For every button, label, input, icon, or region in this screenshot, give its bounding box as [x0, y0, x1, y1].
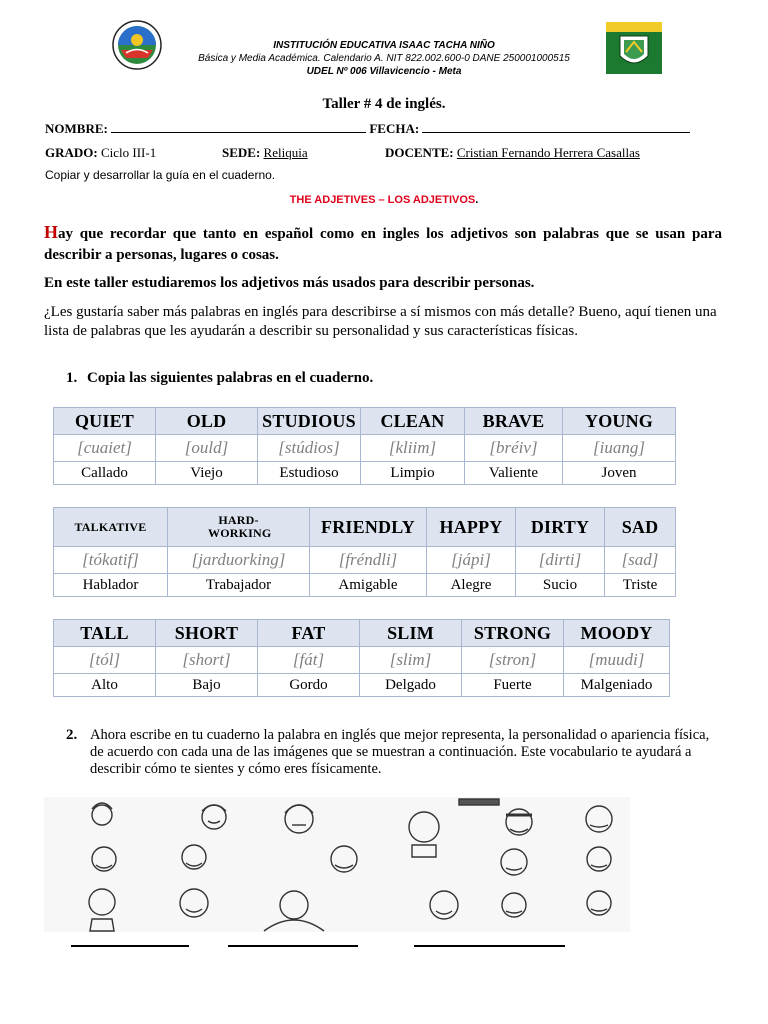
face-sketch	[587, 847, 611, 871]
word-cell: FAT	[258, 620, 360, 647]
word-cell: MOODY	[564, 620, 670, 647]
phonetic-cell: [fréndli]	[310, 547, 427, 574]
face-sketch	[430, 891, 458, 919]
answer-blank-3[interactable]	[414, 945, 565, 947]
translation-cell: Alegre	[427, 574, 516, 597]
phonetic-cell: [dirti]	[516, 547, 605, 574]
phonetic-cell: [stron]	[462, 647, 564, 674]
word-cell: DIRTY	[516, 508, 605, 547]
phonetic-cell: [short]	[156, 647, 258, 674]
step-2-text: Ahora escribe en tu cuaderno la palabra en inglés que mejor representa, la personalidad o apariencia física, de acuerdo con cada una de las imágenes que se muestran a continuación. Este vocabulario te ayudará a describir cómo te sientes y cómo eres físicamente.	[90, 727, 710, 777]
intro-text-1: ay que recordar que tanto en español como en ingles los adjetivos son palabras que se usan para describir a personas, lugares o cosas.	[44, 226, 722, 263]
step-1-number: 1.	[66, 370, 78, 386]
answer-blank-2[interactable]	[228, 945, 358, 947]
vocab-table-2	[53, 507, 676, 597]
face-sketch	[501, 849, 527, 875]
phonetic-cell: [slim]	[360, 647, 462, 674]
translation-cell: Triste	[605, 574, 676, 597]
section-title	[0, 194, 768, 206]
face-sketch	[285, 805, 313, 833]
vocab-table-1	[53, 407, 676, 485]
face-sketch	[506, 809, 532, 835]
word-cell: FRIENDLY	[310, 508, 427, 547]
translation-cell: Viejo	[156, 462, 258, 485]
phonetic-cell: [jarduorking]	[168, 547, 310, 574]
translation-cell: Sucio	[516, 574, 605, 597]
instruction-text: Copiar y desarrollar la guía en el cuaderno.	[45, 168, 276, 182]
nombre-label: NOMBRE:	[45, 121, 108, 136]
translation-cell: Bajo	[156, 674, 258, 697]
translation-cell: Estudioso	[258, 462, 361, 485]
word-cell: STRONG	[462, 620, 564, 647]
word-cell: HAPPY	[427, 508, 516, 547]
word-cell: OLD	[156, 408, 258, 435]
word-cell: YOUNG	[563, 408, 676, 435]
face-sketch	[502, 893, 526, 917]
phonetic-cell: [stúdios]	[258, 435, 361, 462]
word-cell: BRAVE	[465, 408, 563, 435]
section-title-dot: .	[475, 194, 479, 206]
fecha-line	[422, 121, 690, 133]
sede-group	[222, 145, 308, 161]
grado-row	[45, 145, 156, 161]
translation-cell: Limpio	[361, 462, 465, 485]
answer-blank-1[interactable]	[71, 945, 189, 947]
translation-cell: Amigable	[310, 574, 427, 597]
word-cell: CLEAN	[361, 408, 465, 435]
word-cell: TALL	[54, 620, 156, 647]
phonetic-cell: [tól]	[54, 647, 156, 674]
face-sketch	[587, 891, 611, 915]
docente-value: Cristian Fernando Herrera Casallas	[456, 145, 640, 160]
step-1	[66, 370, 373, 387]
translation-cell: Callado	[54, 462, 156, 485]
face-sketch	[92, 847, 116, 871]
fecha-label: FECHA:	[369, 121, 420, 136]
grado-value: Ciclo III-1	[100, 145, 157, 160]
translation-cell: Malgeniado	[564, 674, 670, 697]
institution-details: Básica y Media Académica. Calendario A. NIT 822.002.600-0 DANE 250001000515	[198, 53, 570, 64]
page-title: Taller # 4 de inglés.	[322, 96, 446, 112]
nombre-line	[111, 121, 366, 133]
face-sketch	[331, 846, 357, 872]
grado-label: GRADO:	[45, 145, 98, 160]
step-2-number: 2.	[66, 727, 78, 743]
translation-cell: Valiente	[465, 462, 563, 485]
phonetic-cell: [cuaiet]	[54, 435, 156, 462]
face-sketch	[180, 889, 208, 917]
phonetic-cell: [sad]	[605, 547, 676, 574]
sede-label: SEDE:	[222, 145, 261, 160]
translation-cell: Trabajador	[168, 574, 310, 597]
word-cell: HARD-WORKING	[168, 508, 310, 547]
step-1-text: Copia las siguientes palabras en el cuaderno.	[87, 370, 374, 386]
face-sketch	[202, 805, 226, 829]
face-sketch	[264, 891, 324, 931]
phonetic-cell: [jápi]	[427, 547, 516, 574]
docente-group	[385, 145, 640, 161]
word-cell: TALKATIVE	[54, 508, 168, 547]
phonetic-cell: [tókatif]	[54, 547, 168, 574]
word-cell: QUIET	[54, 408, 156, 435]
face-sketch	[586, 806, 612, 832]
vocab-table-3	[53, 619, 670, 697]
name-row	[45, 121, 690, 137]
docente-label: DOCENTE:	[385, 145, 454, 160]
phonetic-cell: [kliim]	[361, 435, 465, 462]
face-sketch	[409, 799, 499, 857]
faces-illustration	[44, 797, 630, 932]
institution-location: UDEL Nº 006 Villavicencio - Meta	[306, 66, 462, 77]
phonetic-cell: [fát]	[258, 647, 360, 674]
intro-paragraph-2: En este taller estudiaremos los adjetivos más usados para describir personas.	[44, 275, 535, 291]
institution-name: INSTITUCIÓN EDUCATIVA ISAAC TACHA NIÑO	[273, 40, 495, 51]
sede-value: Reliquia	[263, 145, 308, 160]
phonetic-cell: [bréiv]	[465, 435, 563, 462]
section-title-text: THE ADJETIVES – LOS ADJETIVOS	[289, 194, 476, 206]
intro-paragraph-3: ¿Les gustaría saber más palabras en inglés para describirse a sí mismos con más detalle? Bueno, aquí tienen una lista de palabras que les ayudarán a describir su personalidad y sus características físicas.	[44, 304, 717, 339]
translation-cell: Gordo	[258, 674, 360, 697]
word-cell: SLIM	[360, 620, 462, 647]
word-cell: SAD	[605, 508, 676, 547]
face-sketch	[92, 803, 112, 825]
translation-cell: Delgado	[360, 674, 462, 697]
translation-cell: Alto	[54, 674, 156, 697]
phonetic-cell: [iuang]	[563, 435, 676, 462]
face-sketch	[182, 845, 206, 869]
intro-paragraph-1	[44, 222, 722, 266]
drop-letter: H	[44, 222, 59, 242]
word-cell: STUDIOUS	[258, 408, 361, 435]
translation-cell: Fuerte	[462, 674, 564, 697]
translation-cell: Hablador	[54, 574, 168, 597]
face-sketch	[89, 889, 115, 931]
word-cell: SHORT	[156, 620, 258, 647]
faces-sketches	[44, 797, 630, 932]
phonetic-cell: [muudi]	[564, 647, 670, 674]
phonetic-cell: [ould]	[156, 435, 258, 462]
translation-cell: Joven	[563, 462, 676, 485]
